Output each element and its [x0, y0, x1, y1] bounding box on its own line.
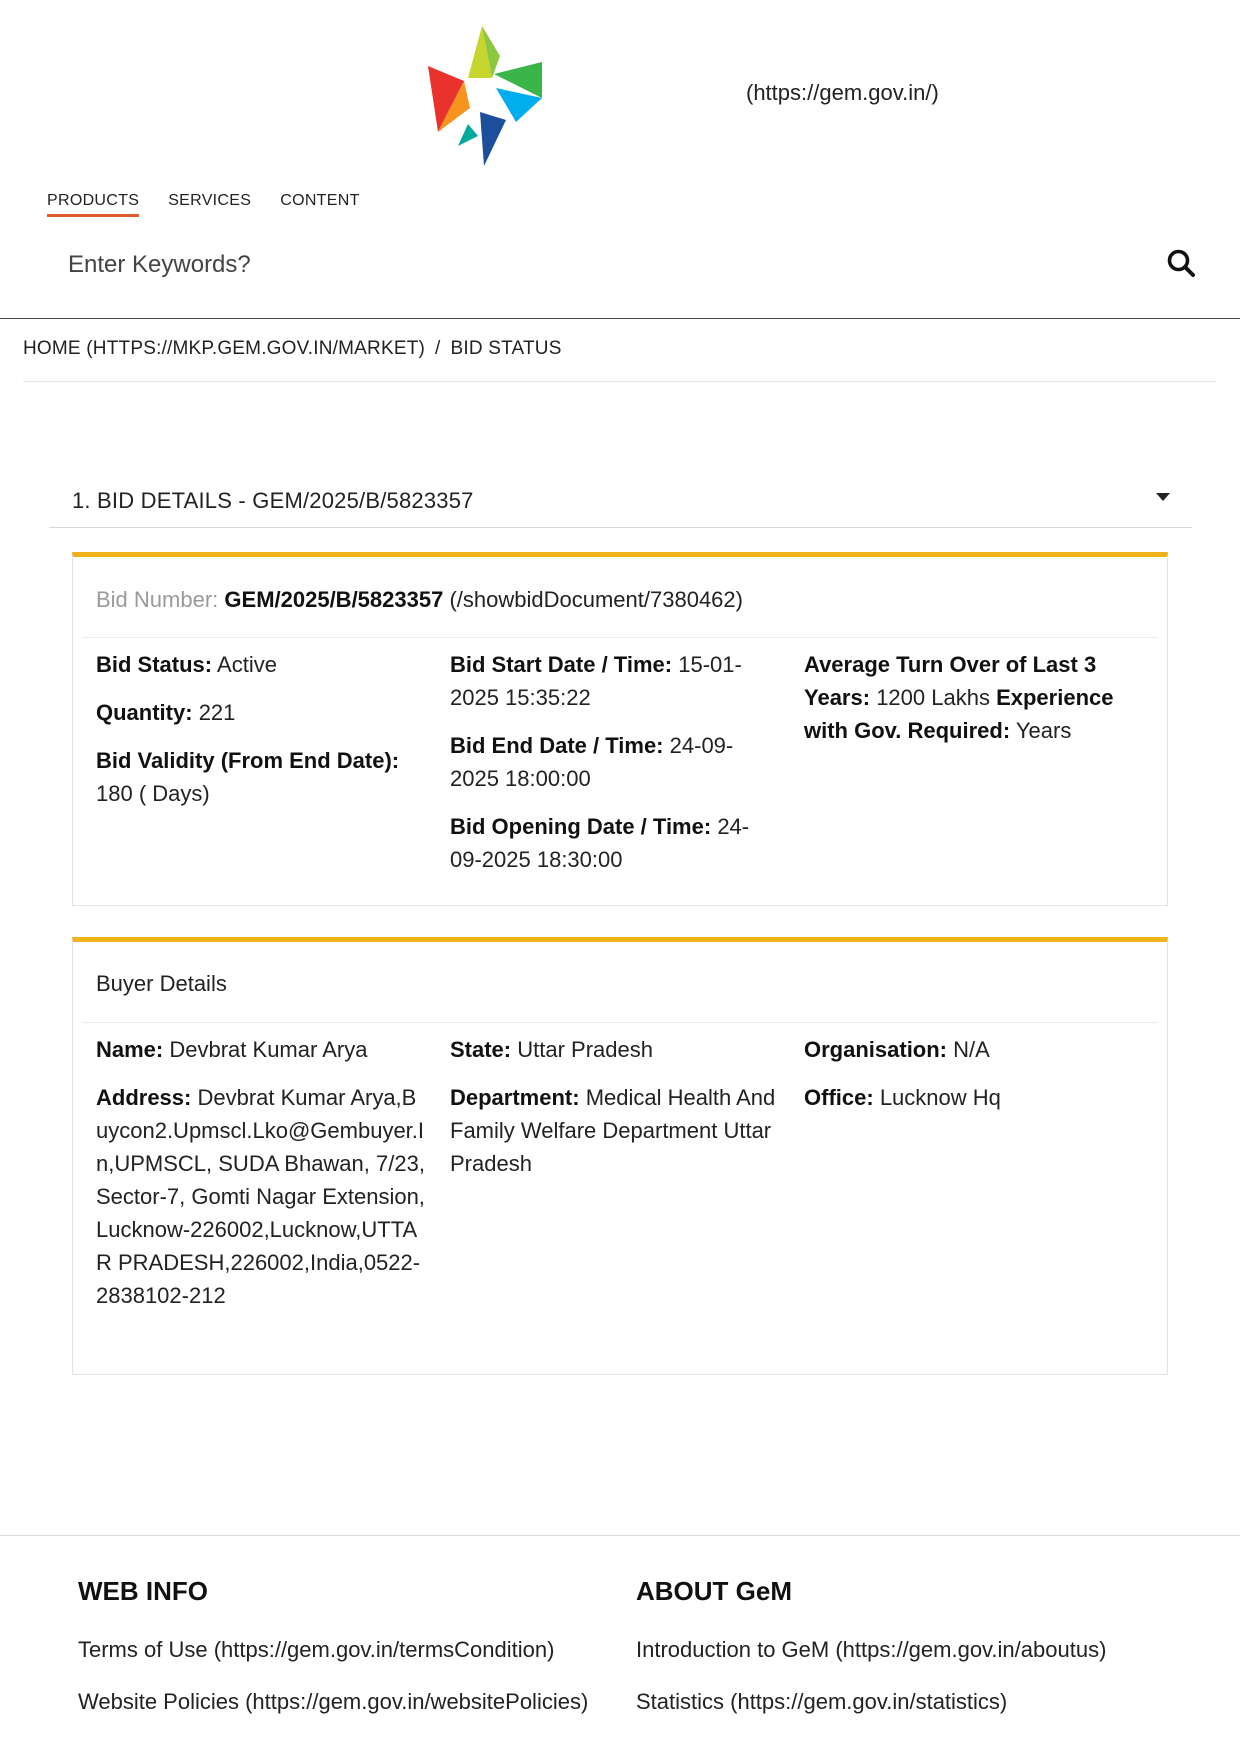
field-label: Average Turn Over of Last 3 Years:: [804, 652, 1097, 710]
statistics-link[interactable]: Statistics (https://gem.gov.in/statistics): [636, 1689, 1008, 1714]
search-icon[interactable]: [1166, 248, 1196, 278]
bid-details-title: 1. BID DETAILS - GEM/2025/B/5823357: [72, 488, 474, 513]
bid-status-field: [96, 648, 426, 681]
field-label: Bid Status:: [96, 652, 213, 677]
gem-home-link[interactable]: (https://gem.gov.in/): [746, 80, 939, 105]
bid-end-field: [450, 729, 780, 795]
field-label: Office:: [804, 1085, 874, 1110]
introduction-to-gem-link[interactable]: Introduction to GeM (https://gem.gov.in/aboutus): [636, 1637, 1107, 1662]
category-tabs: [47, 192, 360, 217]
breadcrumb-home-link[interactable]: HOME (HTTPS://MKP.GEM.GOV.IN/MARKET): [23, 338, 426, 359]
card-divider: [82, 637, 1158, 638]
buyer-office-field: [804, 1081, 1134, 1114]
bid-start-field: [450, 648, 780, 714]
field-label: Bid End Date / Time:: [450, 733, 664, 758]
bid-validity-field: [96, 744, 426, 810]
bid-number-label: Bid Number:: [96, 587, 219, 612]
bid-end-value: 24-09-2025 18:00:00: [450, 733, 734, 791]
bid-details-card: [72, 552, 1168, 906]
quantity-field: [96, 696, 426, 729]
buyer-organisation-value: N/A: [953, 1037, 990, 1062]
buyer-name-field: [96, 1033, 431, 1066]
buyer-details-card: [72, 937, 1168, 1375]
buyer-col-3: [804, 1033, 1134, 1129]
field-label: Bid Opening Date / Time:: [450, 814, 712, 839]
web-info-heading: WEB INFO: [78, 1576, 208, 1606]
field-label: State:: [450, 1037, 512, 1062]
buyer-details-title: Buyer Details: [96, 971, 227, 996]
terms-of-use-link[interactable]: Terms of Use (https://gem.gov.in/termsCondition): [78, 1637, 555, 1662]
buyer-department-value: Medical Health And Family Welfare Department Uttar Pradesh: [450, 1085, 776, 1176]
quantity-value: 221: [198, 700, 236, 725]
field-label: Name:: [96, 1037, 164, 1062]
header-divider: [0, 318, 1240, 319]
tab-content[interactable]: CONTENT: [280, 192, 360, 209]
buyer-office-value: Lucknow Hq: [879, 1085, 1001, 1110]
bid-document-link[interactable]: (/showbidDocument/7380462): [449, 587, 743, 612]
field-label: Bid Validity (From End Date):: [96, 748, 400, 773]
bid-details-accordion-header[interactable]: [49, 483, 1192, 528]
buyer-state-field: [450, 1033, 780, 1066]
buyer-organisation-field: [804, 1033, 1134, 1066]
search-input[interactable]: [66, 244, 1150, 286]
bid-number-row: [96, 587, 743, 613]
bid-start-value: 15-01-2025 15:35:22: [450, 652, 742, 710]
buyer-state-value: Uttar Pradesh: [517, 1037, 653, 1062]
buyer-name-value: Devbrat Kumar Arya: [169, 1037, 368, 1062]
bid-number-value: GEM/2025/B/5823357: [224, 587, 444, 612]
card-divider: [82, 1022, 1158, 1023]
bid-col-1: [96, 648, 426, 825]
bid-col-3: [804, 648, 1139, 762]
turnover-experience-field: [804, 648, 1139, 747]
breadcrumb-divider: [23, 381, 1216, 382]
breadcrumb-separator: /: [435, 338, 441, 359]
buyer-address-field: [96, 1081, 426, 1312]
tab-services[interactable]: SERVICES: [168, 192, 252, 209]
footer-divider: [0, 1535, 1240, 1536]
breadcrumb: [23, 338, 562, 360]
field-label: Organisation:: [804, 1037, 948, 1062]
buyer-address-value: Devbrat Kumar Arya,Buycon2.Upmscl.Lko@Gembuyer.In,UPMSCL, SUDA Bhawan, 7/23, Sector-7, Gomti Nagar Extension, Lucknow-226002,Lucknow,UTTAR PRADESH,226002,India,0522-2838102-212: [96, 1085, 425, 1308]
field-label: Department:: [450, 1085, 580, 1110]
experience-value: Years: [1015, 718, 1072, 743]
buyer-department-field: [450, 1081, 780, 1180]
website-policies-link[interactable]: Website Policies (https://gem.gov.in/websitePolicies): [78, 1689, 589, 1714]
field-label: Experience with Gov. Required:: [804, 685, 1114, 743]
bid-col-2: [450, 648, 780, 891]
breadcrumb-current: BID STATUS: [450, 338, 562, 359]
turnover-value: 1200 Lakhs: [876, 685, 990, 710]
bid-opening-value: 24-09-2025 18:30:00: [450, 814, 750, 872]
bid-validity-value: 180 ( Days): [96, 781, 210, 806]
gem-logo[interactable]: [424, 26, 546, 166]
bid-opening-field: [450, 810, 780, 876]
about-gem-heading: ABOUT GeM: [636, 1576, 792, 1606]
bid-status-value: Active: [217, 652, 277, 677]
caret-down-icon: [1156, 493, 1170, 501]
field-label: Bid Start Date / Time:: [450, 652, 673, 677]
tab-products[interactable]: PRODUCTS: [47, 192, 139, 217]
field-label: Quantity:: [96, 700, 193, 725]
field-label: Address:: [96, 1085, 192, 1110]
buyer-col-1: [96, 1033, 431, 1327]
buyer-col-2: [450, 1033, 780, 1195]
